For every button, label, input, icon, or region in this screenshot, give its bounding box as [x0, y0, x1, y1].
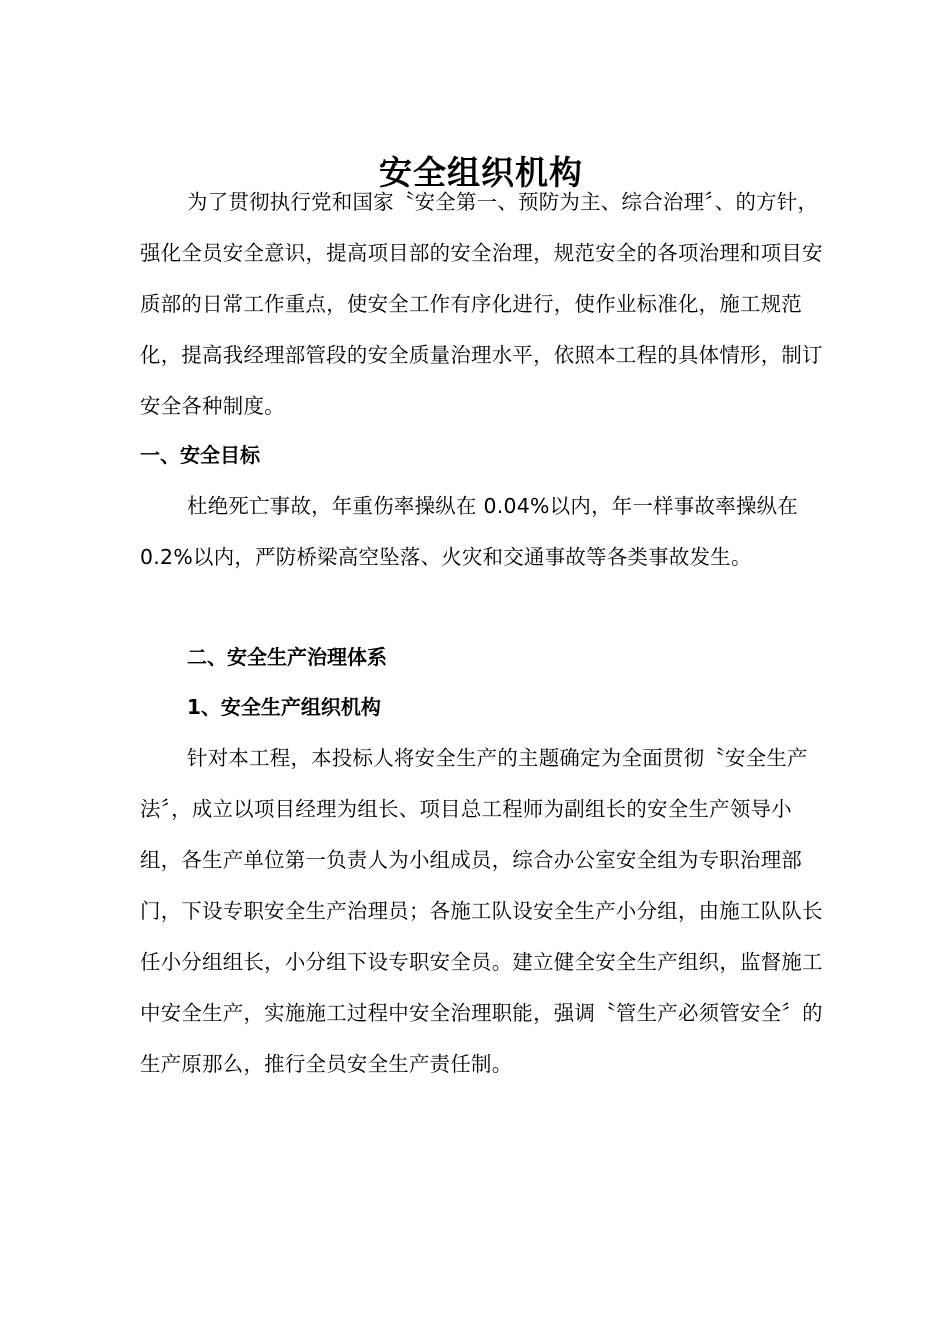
section1-paragraph: 杜绝死亡事故，年重伤率操纵在 0.04%以内，年一样事故率操纵在 0.2%以内，严防桥梁高空坠落、火灾和交通事故等各类事故发生。 — [140, 494, 799, 569]
section1-heading: 一、安全目标 — [140, 443, 260, 467]
section2-heading: 二、安全生产治理体系 — [187, 645, 387, 669]
section2-subheading: 1、安全生产组织机构 — [187, 695, 381, 719]
document-title: 安全组织机构 — [379, 153, 583, 193]
section2-paragraph: 针对本工程，本投标人将安全生产的主题确定为全面贯彻〝安全生产法〞，成立以项目经理为组长、项目总工程师为副组长的安全生产领导小组，各生产单位第一负责人为小组成员，综合办公室安全组为专职治理部门，下设专职安全生产治理员；各施工队设安全生产小分组，由施工队队长任小分组组长，小分组下设专职安全员。建立健全安全生产组织，监督施工中安全生产，实施施工过程中安全治理职能，强调〝管生产必须管安全〞的生产原那么，推行全员安全生产责任制。 — [140, 746, 823, 1076]
intro-paragraph: 为了贯彻执行党和国家〝安全第一、预防为主、综合治理〞、的方针，强化全员安全意识，提高项目部的安全治理，规范安全的各项治理和项目安质部的日常工作重点，使安全工作有序化进行，使作业标准化，施工规范化，提高我经理部管段的安全质量治理水平，依照本工程的具体情形，制订安全各种制度。 — [140, 190, 823, 418]
